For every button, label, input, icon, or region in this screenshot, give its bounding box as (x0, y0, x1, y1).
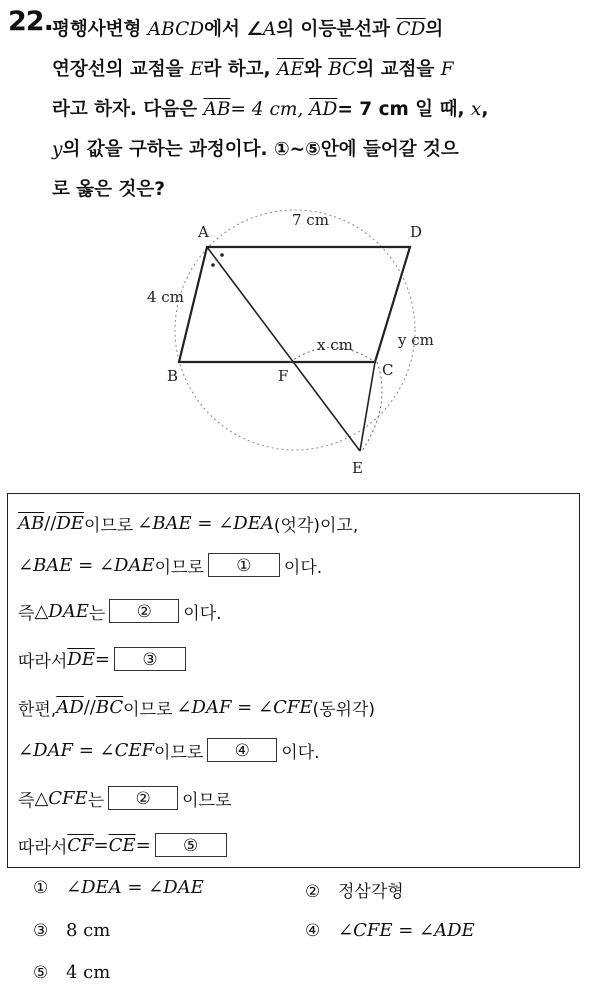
choice-number: ② (305, 882, 321, 902)
p-text: 이므로 (83, 515, 134, 536)
choice-number: ① (33, 878, 49, 898)
proof-row-2 (18, 551, 322, 579)
p-text: = (93, 834, 109, 856)
q-text: 의 교점을 (356, 59, 441, 80)
q-math: E (189, 59, 204, 80)
vertex-label-c: C (382, 361, 394, 379)
p-segment: $\overline{CE}$ (108, 834, 136, 856)
choice-2[interactable] (305, 877, 404, 902)
q-math: y (52, 139, 63, 160)
q-math: x (470, 99, 482, 120)
proof-row-5 (18, 693, 375, 721)
p-text: 이다. (183, 603, 222, 624)
q-text: 의 이등분선과 (276, 19, 397, 40)
question-line-2 (52, 50, 592, 90)
blank-box-3: ③ (114, 647, 186, 671)
question-line-1 (52, 10, 592, 50)
p-text: 이다. (281, 742, 320, 763)
p-text: 이므로 (154, 557, 204, 578)
q-text: 로 옳은 것은? (52, 179, 165, 200)
p-text: 따라서 (18, 651, 68, 672)
p-math: ∠DAF = ∠CFE (176, 696, 313, 718)
p-math: ∠DAF = ∠CEF (18, 739, 155, 761)
vertex-label-b: B (167, 367, 179, 385)
blank-box-2-repeat: ② (108, 786, 178, 810)
p-segment: $\overline{CF}$ (67, 834, 94, 856)
p-text: 이다. (283, 557, 323, 578)
blank-box-4: ④ (207, 738, 277, 762)
choice-5[interactable] (33, 962, 110, 983)
p-math: △DAE (34, 600, 89, 622)
q-text: 에서 ∠ (204, 19, 263, 40)
p-text: 이므로 (123, 699, 173, 720)
p-text: (엇각)이고, (273, 515, 359, 536)
q-text: 의 (425, 19, 444, 40)
vertex-label-d: D (410, 223, 423, 241)
p-segment: $\overline{AB}$ (18, 512, 45, 534)
p-text: 이므로 (182, 790, 232, 811)
parallelogram-figure (130, 205, 460, 485)
q-segment: $\overline{BC}$ (328, 59, 357, 80)
blank-box-1: ① (208, 553, 280, 577)
p-segment: $\overline{DE}$ (67, 648, 95, 670)
blank-box-2: ② (109, 599, 179, 623)
q-math: A (262, 19, 277, 40)
blank-box-5: ⑤ (155, 833, 227, 857)
question-line-3 (52, 90, 592, 130)
p-segment: $\overline{DE}$ (56, 512, 84, 534)
q-text: 연장선의 교점을 (52, 59, 190, 80)
proof-row-3 (18, 597, 222, 625)
p-segment: $\overline{AD}$ (56, 696, 84, 718)
q-text: 라 하고, (203, 59, 278, 80)
choice-text: ∠DEA = ∠DAE (65, 877, 204, 898)
length-label-fc: x cm (317, 336, 353, 354)
q-math: ABCD (147, 19, 205, 40)
question-text (52, 10, 592, 210)
q-text: , (481, 99, 489, 120)
p-text: = (135, 834, 151, 856)
proof-row-1 (18, 509, 358, 537)
choice-text: ∠CFE = ∠ADE (337, 920, 475, 941)
question-line-4 (52, 130, 592, 170)
q-segment: $\overline{AD}$ (309, 99, 338, 120)
question-line-5 (52, 170, 592, 210)
p-text: // (83, 696, 96, 718)
length-label-ad: 7 cm (292, 211, 329, 229)
q-math: F (440, 59, 454, 80)
p-text: 따라서 (18, 837, 68, 858)
q-text: 평행사변형 (52, 19, 148, 40)
q-text: 라고 하자. 다음은 (52, 99, 204, 120)
q-text: 와 (303, 59, 329, 80)
p-text: 즉 (18, 603, 35, 624)
p-text: 는 (88, 603, 106, 624)
choice-number: ③ (33, 921, 49, 941)
p-text: // (44, 512, 57, 534)
angle-mark-dot (220, 253, 224, 257)
p-text: (동위각) (312, 699, 375, 720)
choice-text: 8 cm (65, 920, 111, 941)
p-math: ∠BAE = ∠DAE (18, 554, 155, 576)
proof-row-7 (18, 784, 231, 812)
p-text: 이므로 (154, 742, 204, 763)
choice-3[interactable] (33, 920, 110, 941)
choice-number: ⑤ (33, 963, 49, 983)
choice-text: 4 cm (65, 962, 111, 983)
p-segment: $\overline{BC}$ (95, 696, 124, 718)
q-text: = 7 cm 일 때, (337, 99, 471, 120)
proof-row-4 (18, 645, 190, 673)
q-math: = 4 cm, (230, 99, 310, 120)
choice-4[interactable] (305, 920, 475, 941)
q-text: 의 값을 구하는 과정이다. ①~⑤안에 들어갈 것으 (62, 139, 459, 160)
p-math: ∠BAE = ∠DEA (137, 512, 274, 534)
p-math: △CFE (34, 787, 88, 809)
vertex-label-e: E (352, 459, 363, 477)
question-number: 22. (8, 6, 53, 37)
p-text: 즉 (18, 790, 35, 811)
vertex-label-f: F (278, 367, 289, 385)
choice-1[interactable] (33, 877, 204, 898)
q-segment: $\overline{CD}$ (396, 19, 426, 40)
choice-number: ④ (305, 921, 321, 941)
length-label-ab: 4 cm (147, 288, 184, 306)
length-label-ce: y cm (398, 331, 434, 349)
q-segment: $\overline{AE}$ (277, 59, 304, 80)
proof-row-6 (18, 736, 320, 764)
angle-mark-dot (211, 263, 215, 267)
segment-ce (360, 362, 375, 451)
q-segment: $\overline{AB}$ (203, 99, 231, 120)
p-text: = (94, 648, 110, 670)
proof-row-8 (18, 831, 231, 859)
choice-text: 정삼각형 (337, 882, 404, 902)
p-text: 는 (87, 790, 105, 811)
p-text: 한편, (18, 699, 57, 720)
vertex-label-a: A (198, 223, 209, 241)
